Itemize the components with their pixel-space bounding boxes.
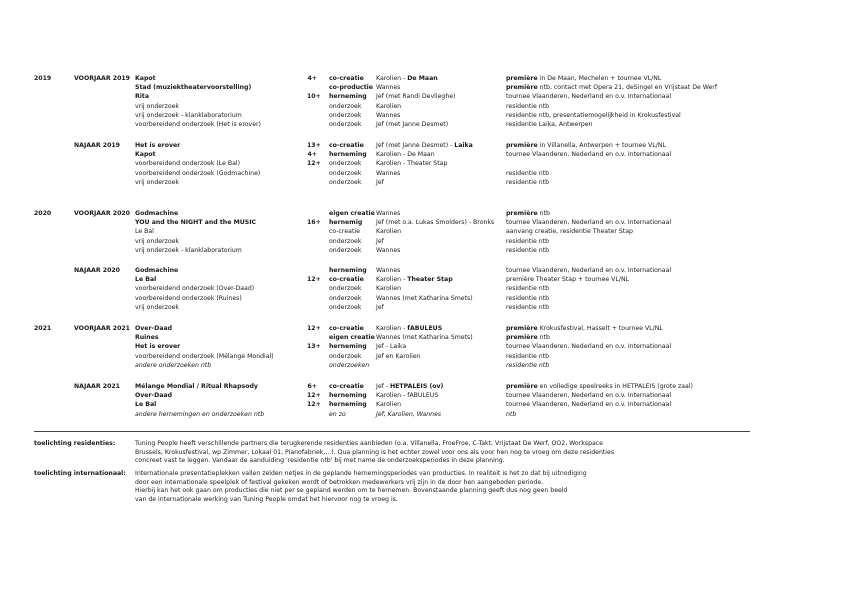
makers [376,246,400,255]
presentation-info [506,382,693,391]
planning-row [0,102,842,111]
makers-text: Jef, Karolien, Wannes [376,410,442,418]
makers-text: Jef (met Janne Desmet) [376,121,449,128]
makers-text: Jef [376,178,384,186]
makers-text: Jef [376,237,384,245]
production-type: co-creatie [329,276,364,284]
age-label: 4+ [307,75,317,82]
production-title: Kapot [135,151,156,159]
planning-row [0,275,842,284]
production-title: Le Bal [135,401,157,409]
year-label: 2021 [34,325,52,332]
info-text: in De Maan, Mechelen + tournee VL/NL [537,75,662,82]
presentation-info [506,400,671,409]
info-text: residentie ntb [506,246,550,254]
production-title: vrij onderzoek [135,303,180,311]
planning-row [0,150,842,159]
makers-text: Karolien [376,102,402,110]
age-label: 12+ [307,276,321,284]
age-label: 10+ [307,93,321,101]
production-title: Het is erover [135,343,181,351]
production-type: herneming [329,267,367,274]
makers-text: Jef (met Randi Devlieghe) [376,93,456,101]
info-text: residentie ntb [506,237,550,245]
makers [376,209,400,218]
info-text: ntb, contact met Opera 21, deSingel en Vrijstaat De Werf [537,84,718,92]
note-label: toelichting residenties: [34,440,116,447]
presentation-info [506,352,549,361]
age-label: 4+ [307,151,317,159]
info-text: residentie ntb [506,294,550,302]
planning-row [0,227,842,236]
makers [376,352,421,361]
note-text: Hierbij kan het ook gaan om producties die niet per se gepland werden om te hernemen. Bovenstaande planning geeft dus nog geen beeld [135,487,568,495]
planning-row [0,111,842,120]
note-line [0,487,842,496]
makers [376,324,442,333]
production-title: vrij onderzoek [135,178,180,186]
production-type: co-creatie [329,228,360,236]
production-title: Godmachine [135,267,179,274]
production-type: onderzoek [329,102,362,110]
makers-text: Karolien - De Maan [376,151,435,159]
premiere-label: première [506,334,538,342]
planning-row [0,266,842,275]
planning-row [0,209,842,218]
info-text: tournee Vlaanderen, Nederland en o.v. Internationaal [506,343,672,351]
premiere-label: première [506,142,538,149]
production-title: vrij onderzoek [135,102,180,110]
season-label: NAJAAR 2019 [74,142,120,149]
production-type: onderzoek [329,237,362,245]
production-type: en zo [329,410,346,418]
planning-row [0,303,842,312]
partner-name: De Maan [407,75,438,82]
production-title: andere hernemingen en onderzoeken ntb [135,410,265,418]
makers-text: Wannes [376,84,401,92]
info-text: en volledige speelreeks in HETPALEIS (grote zaal) [537,383,693,390]
production-type: eigen creatie [329,210,375,217]
info-text: tournee Vlaanderen, Nederland en o.v. Internationaal [506,392,672,400]
partner-name: Laika [454,142,473,149]
season-label: VOORJAAR 2021 [74,325,130,332]
makers-text: Wannes [376,111,401,119]
makers [376,178,384,187]
planning-row [0,74,842,83]
age-label: 16+ [307,219,321,227]
production-title: YOU and the NIGHT and the MUSIC [135,219,257,227]
year-label: 2019 [34,75,52,82]
presentation-info [506,275,629,284]
planning-row [0,141,842,150]
planning-row [0,83,842,92]
note-text: Brussels, Krokusfestival, wp Zimmer, Lokaal 01, Pianofabriek,...). Qua planning is het echter zowel voor ons als voor hen nog te vroeg om deze residenties [135,448,615,456]
note-line [0,479,842,488]
makers [376,150,435,159]
planning-row [0,410,842,419]
planning-row [0,237,842,246]
planning-row [0,218,842,227]
production-type: onderzoek [329,303,362,311]
makers-text: Karolien - [376,75,408,82]
planning-row [0,400,842,409]
age-label: 13+ [307,343,321,351]
presentation-info [506,284,549,293]
makers-text: Karolien - [376,276,408,284]
makers-text: Jef - [376,383,390,390]
presentation-info [506,150,671,159]
premiere-label: première [506,325,538,332]
info-text: residentie ntb [506,303,550,311]
presentation-info [506,169,549,178]
presentation-info [506,141,666,150]
production-type: co-creatie [329,325,364,332]
note-label: toelichting internationaal: [34,470,126,477]
makers-text: Wannes [376,210,401,217]
presentation-info [506,391,671,400]
production-type: hernemig [329,219,363,227]
presentation-info [506,227,633,236]
presentation-info [506,178,549,187]
note-line [0,470,842,479]
note-line [0,449,842,458]
makers-text: Jef [376,303,384,311]
info-text: aanvang creatie, residentie Theater Stap [506,228,633,236]
production-type: herneming [329,151,367,159]
info-text: residentie Laika, Antwerpen [506,121,593,128]
partner-name: HETPALEIS (ov) [389,383,444,390]
production-title: voorbereidend onderzoek (Het is erover) [135,121,261,128]
age-label: 12+ [307,401,321,409]
presentation-info [506,209,550,218]
planning-row [0,120,842,129]
makers [376,266,400,275]
makers [376,83,400,92]
section-divider [34,431,750,432]
makers [376,410,441,419]
makers [376,284,401,293]
presentation-info [506,342,671,351]
info-text: Krokusfestival, Hasselt + tournee VL/NL [537,325,663,332]
info-text: residentie ntb [506,169,550,177]
planning-row [0,284,842,293]
makers-text: Karolien - [376,325,408,332]
makers [376,159,447,168]
makers [376,333,473,342]
production-type: eigen creatie [329,334,375,342]
makers [376,342,406,351]
info-text: tournee Vlaanderen, Nederland en o.v. Internationaal [506,219,672,227]
presentation-info [506,237,549,246]
production-title: Godmachine [135,210,179,217]
makers [376,141,473,150]
makers [376,74,438,83]
planning-row [0,178,842,187]
info-text: tournee Vlaanderen, Nederland en o.v. Internationaal [506,267,672,274]
presentation-info [506,83,717,92]
makers-text: Wannes (met Katharina Smets) [376,334,473,342]
age-label: 13+ [307,142,321,149]
presentation-info [506,294,549,303]
production-title: voorbereidend onderzoek (Godmachine) [135,169,261,177]
production-title: voorbereidend onderzoek (Mélange Mondial) [135,352,274,360]
makers [376,237,384,246]
info-text: ntb [506,410,517,418]
makers [376,303,384,312]
planning-row [0,391,842,400]
makers-text: Karolien - Theater Stap [376,160,448,168]
production-title: Ruines [135,334,159,342]
season-label: VOORJAAR 2019 [74,75,130,82]
makers-text: Wannes [376,246,401,254]
production-type: onderzoek [329,294,362,302]
presentation-info [506,74,661,83]
premiere-label: première [506,75,538,82]
makers [376,169,400,178]
production-type: co-creatie [329,383,364,390]
makers [376,391,438,400]
note-line [0,440,842,449]
makers-text: Jef (met Janne Desmet) - [376,142,455,149]
planning-row [0,324,842,333]
note-text: Tuning People heeft verschillende partners die terugkerende residenties aanbieden (o.a. Villanella, FroeFroe, C-Takt, Vrijstaat De Werf, OO2, Workspace [135,440,603,447]
planning-row [0,382,842,391]
makers [376,120,448,129]
production-type: onderzoek [329,285,362,293]
info-text: première Theater Stap + tournee VL/NL [506,276,630,284]
presentation-info [506,333,550,342]
makers-text: Karolien [376,401,402,409]
age-label: 12+ [307,160,321,168]
info-text: residentie ntb [506,102,550,110]
makers [376,92,455,101]
production-type: herneming [329,401,367,409]
info-text: residentie ntb [506,178,550,186]
planning-row [0,361,842,370]
production-title: Mélange Mondial / Ritual Rhapsody [135,383,258,390]
season-label: NAJAAR 2020 [74,267,120,274]
makers [376,382,443,391]
partner-name: Theater Stap [407,276,453,284]
makers-text: Karolien [376,228,402,236]
season-label: VOORJAAR 2020 [74,210,130,217]
makers-text: Karolien [376,285,402,293]
info-text: residentie ntb, presentatiemogelijkheid in Krokusfestival [506,111,681,119]
presentation-info [506,111,681,120]
production-type: onderzoek [329,160,362,168]
production-title: voorbereidend onderzoek (Over-Daad) [135,285,255,293]
production-title: Over-Daad [135,392,173,400]
age-label: 12+ [307,325,321,332]
makers [376,400,401,409]
makers [376,294,473,303]
note-text: door een internationale speelplek of festival gekeken wordt of betrokken medewerkers vrij zijn in de door hen aangeboden periode. [135,478,544,486]
production-type: onderzoek [329,352,362,360]
info-text: tournee Vlaanderen, Nederland en o.v. Internationaal [506,401,672,409]
planning-row [0,333,842,342]
makers-text: Jef - Laika [376,343,407,351]
info-text: tournee Vlaanderen, Nederland en o.v. Internationaal [506,93,672,101]
partner-name: fABULEUS [407,325,443,332]
age-label: 12+ [307,392,321,400]
note-text: van de internationale werking van Tuning People omdat het hiervoor nog te vroeg is. [135,495,398,503]
makers-text: Wannes [376,169,401,177]
production-title: Het is erover [135,142,181,149]
premiere-label: première [506,84,538,92]
presentation-info [506,303,549,312]
premiere-label: première [506,210,538,217]
production-type: onderzoek [329,111,362,119]
makers-text: Karolien - fABULEUS [376,392,439,400]
production-type: onderzoek [329,178,362,186]
planning-row [0,169,842,178]
presentation-info [506,92,671,101]
premiere-label: première [506,383,538,390]
production-type: co-creatie [329,75,364,82]
info-text: residentie ntb [506,285,550,293]
makers [376,102,401,111]
production-title: vrij onderzoek - klanklaboratorium [135,111,242,119]
info-text: residentie ntb [506,352,550,360]
presentation-info [506,120,593,129]
info-text: tournee Vlaanderen, Nederland en o.v. Internationaal [506,151,672,159]
info-text: residentie ntb [506,361,550,369]
year-label: 2020 [34,210,52,217]
production-type: onderzoek [329,169,362,177]
presentation-info [506,266,671,275]
production-type: onderzoeken [329,361,370,369]
age-label: 6+ [307,383,317,390]
planning-row [0,246,842,255]
makers [376,218,494,227]
production-type: co-productie [329,84,373,92]
makers-text: Wannes [376,267,401,274]
info-text: ntb [537,334,550,342]
note-line [0,496,842,505]
production-type: onderzoek [329,121,362,128]
info-text: ntb [537,210,550,217]
production-title: andere onderzoeken ntb [135,361,212,369]
makers [376,275,453,284]
note-text: concreet vast te leggen. Vandaar de aanduiding 'residentie ntb' bij met name de onderzoeksperiodes in deze planning. [135,457,505,465]
note-line [0,457,842,466]
makers-text: Jef (met o.a. Lukas Smolders) - Bronks [376,219,495,227]
planning-row [0,294,842,303]
production-type: herneming [329,93,367,101]
production-title: voorbereidend onderzoek (Le Bal) [135,160,241,168]
production-title: Le Bal [135,228,154,236]
production-type: herneming [329,343,367,351]
production-type: onderzoek [329,246,362,254]
presentation-info [506,361,549,370]
makers-text: Jef en Karolien [376,352,421,360]
makers [376,227,401,236]
presentation-info [506,102,549,111]
production-title: vrij onderzoek [135,237,180,245]
planning-row [0,92,842,101]
info-text: in Villanella, Antwerpen + tournee VL/NL [537,142,666,149]
planning-row [0,352,842,361]
presentation-info [506,218,671,227]
production-title: vrij onderzoek - klanklaboratorium [135,246,242,254]
presentation-info [506,246,549,255]
production-title: voorbereidend onderzoek (Ruines) [135,294,242,302]
production-title: Le Bal [135,276,157,284]
season-label: NAJAAR 2021 [74,383,120,390]
makers-text: Wannes (met Katharina Smets) [376,294,473,302]
production-title: Stad (muziektheatervoorstelling) [135,84,252,92]
production-type: co-creatie [329,142,364,149]
production-type: herneming [329,392,367,400]
production-title: Rita [135,93,150,101]
presentation-info [506,324,663,333]
makers [376,111,400,120]
planning-row [0,159,842,168]
production-title: Over-Daad [135,325,173,332]
presentation-info [506,410,516,419]
planning-row [0,342,842,351]
note-text: Internationale presentatieplekken vallen zelden netjes in de geplande hernemingsperiodes van producties. In realiteit is het zo dat bij uitnodiging [135,470,587,477]
production-title: Kapot [135,75,156,82]
